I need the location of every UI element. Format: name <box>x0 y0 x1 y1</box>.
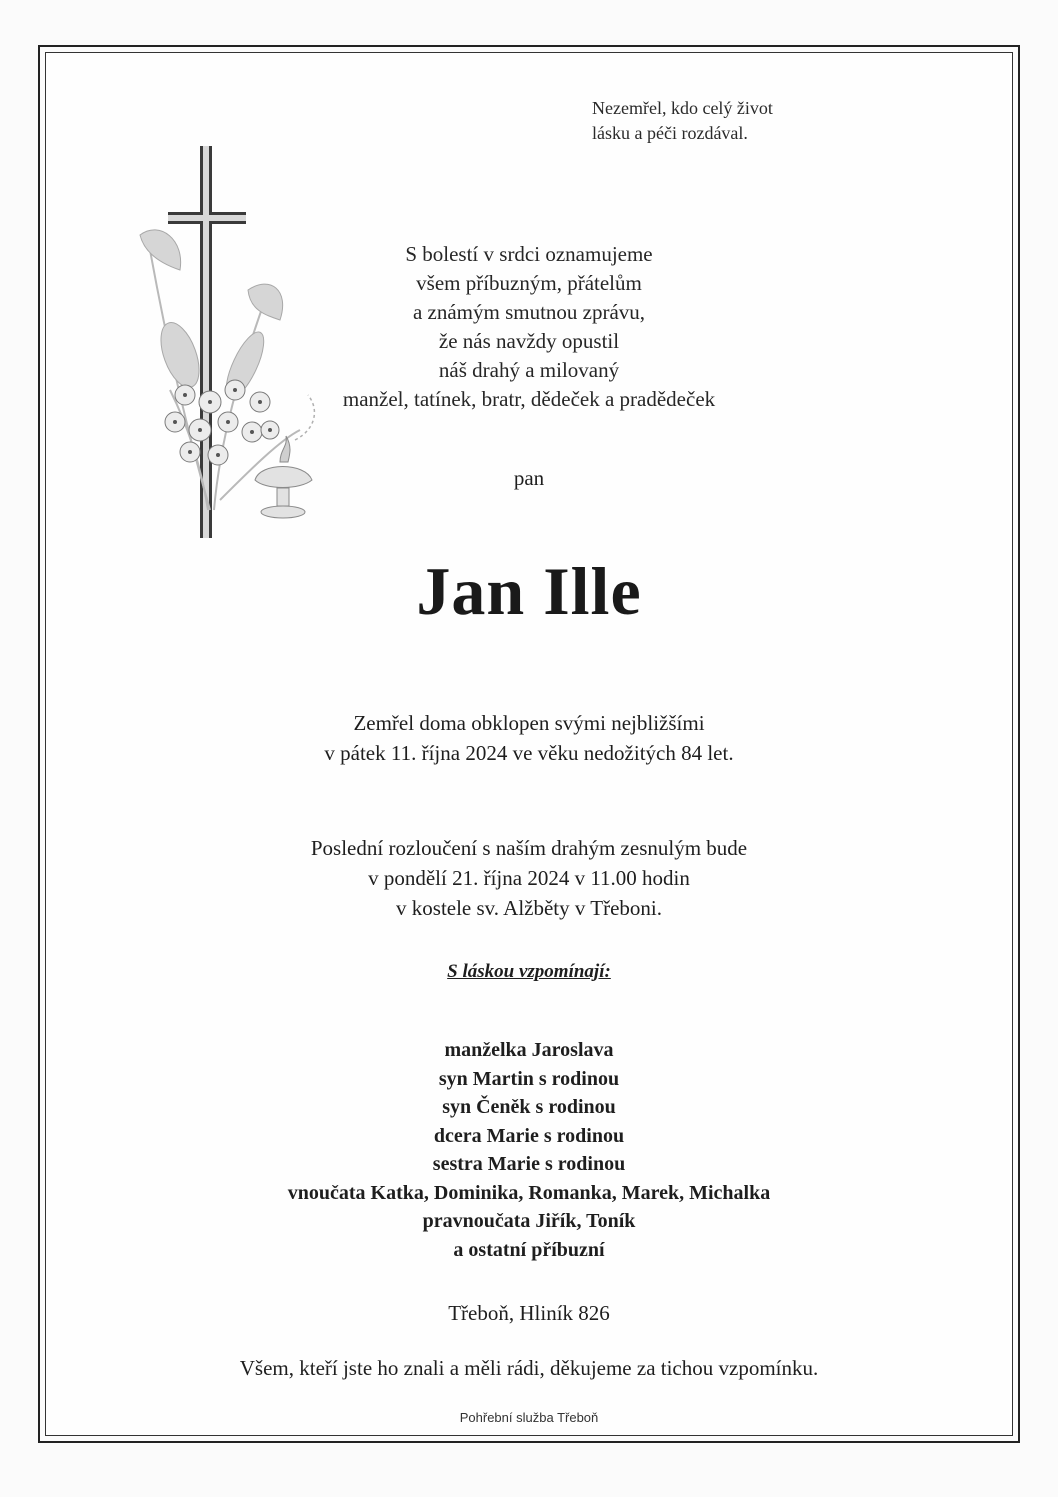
intro-line: že nás navždy opustil <box>438 329 620 353</box>
funeral-line-1: Poslední rozloučení s naším drahým zesnulým bude <box>310 836 748 860</box>
family-member: syn Martin s rodinou <box>438 1067 620 1090</box>
salutation: pan <box>513 466 545 490</box>
intro-line: manžel, tatínek, bratr, dědeček a pradědeček <box>342 387 716 411</box>
family-member: pravnoučata Jiřík, Toník <box>422 1210 636 1232</box>
death-line-1: Zemřel doma obklopen svými nejbližšími <box>353 711 705 735</box>
thanks-line: Všem, kteří jste ho znali a měli rádi, děkujeme za tichou vzpomínku. <box>239 1356 819 1380</box>
intro-line: S bolestí v srdci oznamujeme <box>405 242 653 266</box>
funeral-notice <box>45 833 1013 923</box>
family-member: dcera Marie s rodinou <box>433 1124 625 1147</box>
intro-line: a známým smutnou zprávu, <box>412 300 646 324</box>
motto <box>592 96 852 146</box>
death-notice <box>45 708 1013 768</box>
deceased-name: Jan Ille <box>416 553 642 629</box>
funeral-line-2: v pondělí 21. října 2024 v 11.00 hodin <box>368 866 690 890</box>
intro-line: náš drahý a milovaný <box>438 358 620 382</box>
family-member: a ostatní příbuzní <box>453 1238 605 1261</box>
family-member: sestra Marie s rodinou <box>432 1153 626 1175</box>
funeral-line-3: v kostele sv. Alžběty v Třeboni. <box>396 896 662 920</box>
family-member: manželka Jaroslava <box>444 1039 614 1061</box>
remember-heading: S láskou vzpomínají: <box>447 961 611 982</box>
intro-line: všem příbuzným, přátelům <box>416 271 642 295</box>
family-member: vnoučata Katka, Dominika, Romanka, Marek, Michalka <box>287 1181 771 1204</box>
family-member: syn Čeněk s rodinou <box>442 1096 616 1118</box>
family-address: Třeboň, Hliník 826 <box>448 1301 610 1325</box>
family-list <box>45 1036 1013 1264</box>
death-line-2: v pátek 11. října 2024 ve věku nedožitých 84 let. <box>324 741 734 765</box>
motto-line-2: lásku a péči rozdával. <box>592 123 748 143</box>
motto-line-1: Nezemřel, kdo celý život <box>592 98 773 118</box>
funeral-service-footer: Pohřební služba Třeboň <box>459 1410 599 1425</box>
announcement-text <box>45 240 1013 414</box>
